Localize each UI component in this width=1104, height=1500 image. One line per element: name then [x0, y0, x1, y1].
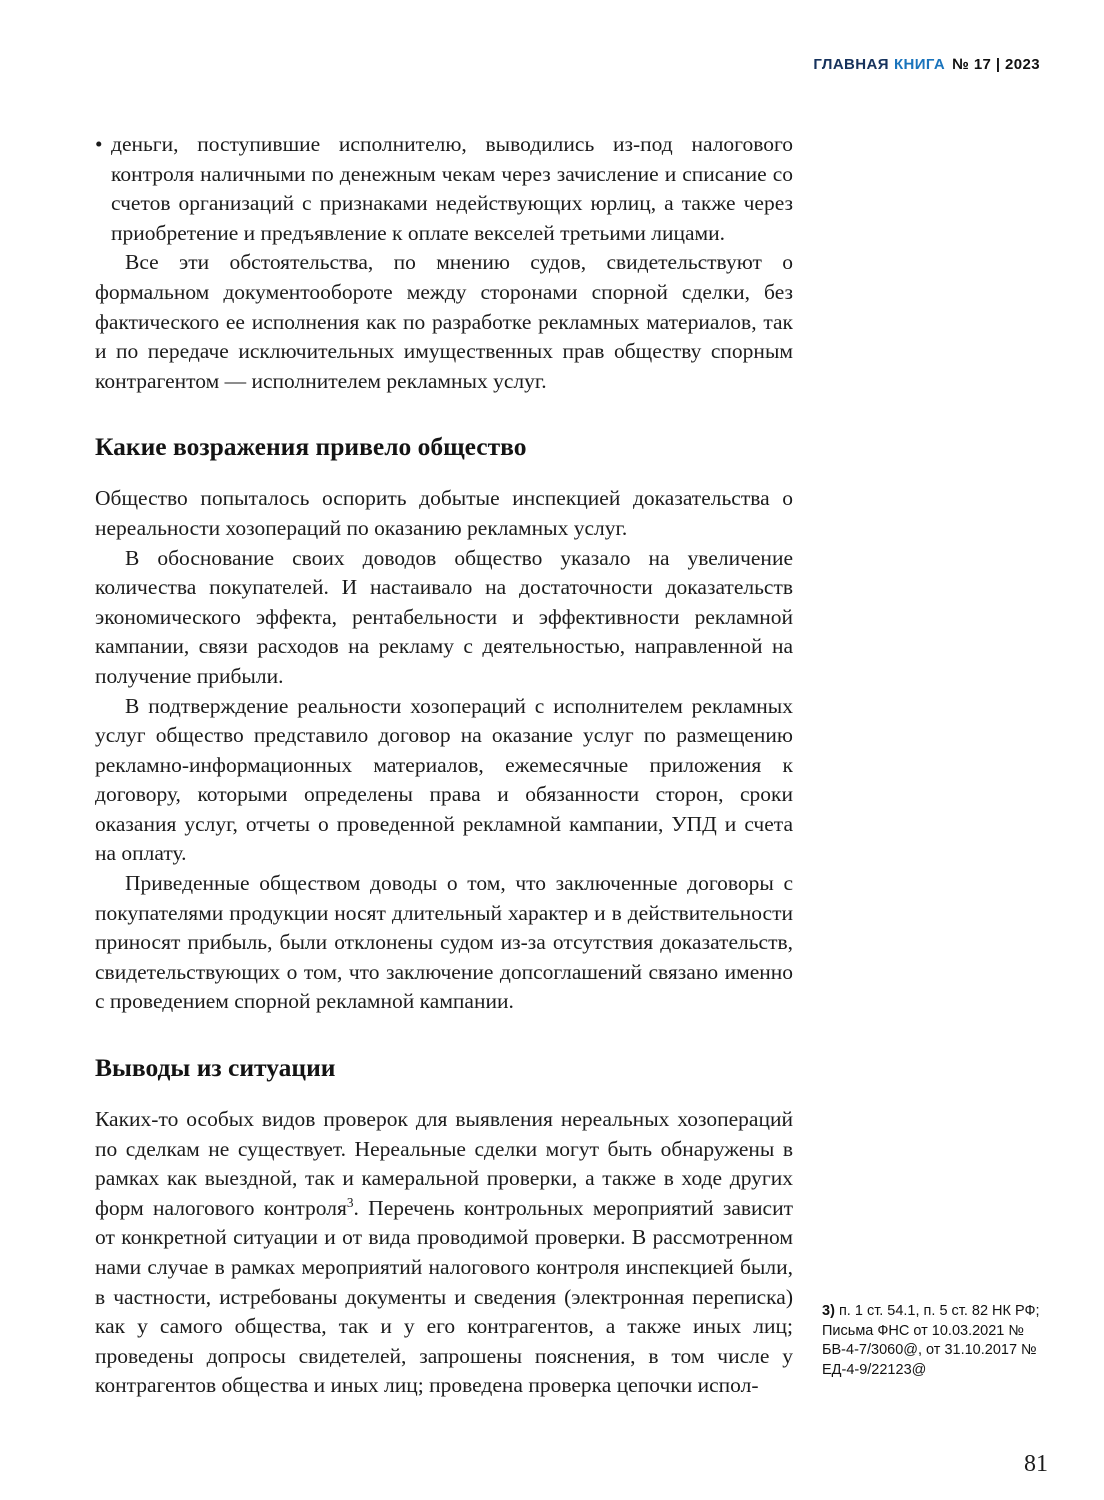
article-body: [95, 130, 793, 1401]
bullet-paragraph: [95, 130, 793, 248]
page-header: [0, 56, 1040, 73]
paragraph: Все эти обстоятельства, по мнению судов, свидетельствуют о формальном документообороте между сторонами спорной сделки, без фактического ее исполнения как по разработке рекламных материалов, так и по передаче исключительных имущественных прав обществу спорным контрагентом — исполнителем рекламных услуг.: [95, 250, 793, 393]
bullet-marker-icon: •: [95, 132, 103, 156]
footnote-reference: 3: [346, 1194, 354, 1210]
footnote-marker: 3): [822, 1303, 835, 1319]
paragraph: В подтверждение реальности хозопераций с исполнителем рекламных услуг общество представило договор на оказание услуг по размещению рекламно-информационных материалов, ежемесячные приложения к договору, которыми определены права и обязанности сторон, сроки оказания услуг, отчеты о проведенной рекламной кампании, УПД и счета на оплату.: [95, 693, 793, 866]
brand-glavnaya: ГЛАВНАЯ: [813, 56, 889, 73]
section-title-objections: Какие возражения привело общество: [95, 432, 527, 462]
paragraph: Общество попыталось оспорить добытые инспекцией доказательства о нереальности хозопераций по оказанию рекламных услуг.: [95, 486, 793, 540]
paragraph: Приведенные обществом доводы о том, что заключенные договоры с покупателями продукции носят длительный характер и в действительности приносят прибыль, были отклонены судом из-за отсутствия доказательств, свидетельствующих о том, что заключение допсоглашений связано именно с проведением спорной рекламной кампании.: [95, 871, 793, 1014]
page-number: 81: [1024, 1451, 1048, 1477]
brand-kniga: КНИГА: [893, 56, 946, 73]
paragraph-with-footnote: [95, 1105, 793, 1401]
paragraph: В обоснование своих доводов общество указало на увеличение количества покупателей. И настаивало на достаточности доказательств экономического эффекта, рентабельности и эффективности рекламной кампании, связи расходов на рекламу с деятельностью, направленной на получение прибыли.: [95, 545, 793, 688]
margin-footnote: [822, 1302, 1050, 1380]
issue-number: № 17 | 2023: [952, 56, 1040, 73]
footnote-text: п. 1 ст. 54.1, п. 5 ст. 82 НК РФ; Письма ФНС от 10.03.2021 № БВ-4-7/3060@, от 31.10.2017 № ЕД-4-9/22123@: [822, 1303, 1040, 1378]
section-title-conclusions: Выводы из ситуации: [95, 1053, 336, 1083]
paragraph-text: деньги, поступившие исполнителю, выводились из-под налогового контроля наличными по денежным чекам через зачисление и списание со счетов организаций с признаками недействующих юрлиц, а также через приобретение и предъявление к оплате векселей третьими лицами.: [111, 132, 793, 245]
paragraph-text: Каких-то особых видов проверок для выявления нереальных хозопераций по сделкам не существует. Нереальные сделки могут быть обнаружены в рамках как выездной, так и камеральной проверки, а также в ходе других форм налогового контроля: [95, 1107, 793, 1220]
paragraph-text: . Перечень контрольных мероприятий зависит от конкретной ситуации и от вида проводимой проверки. В рассмотренном нами случае в рамках мероприятий налогового контроля инспекцией были, в частности, истребованы документы и сведения (электронная переписка) как у самого общества, так и у его контрагентов, а также иных лиц; проведены допросы свидетелей, запрошены пояснения, в том числе у контрагентов общества и иных лиц; проведена проверка цепочки испол-: [95, 1195, 793, 1398]
